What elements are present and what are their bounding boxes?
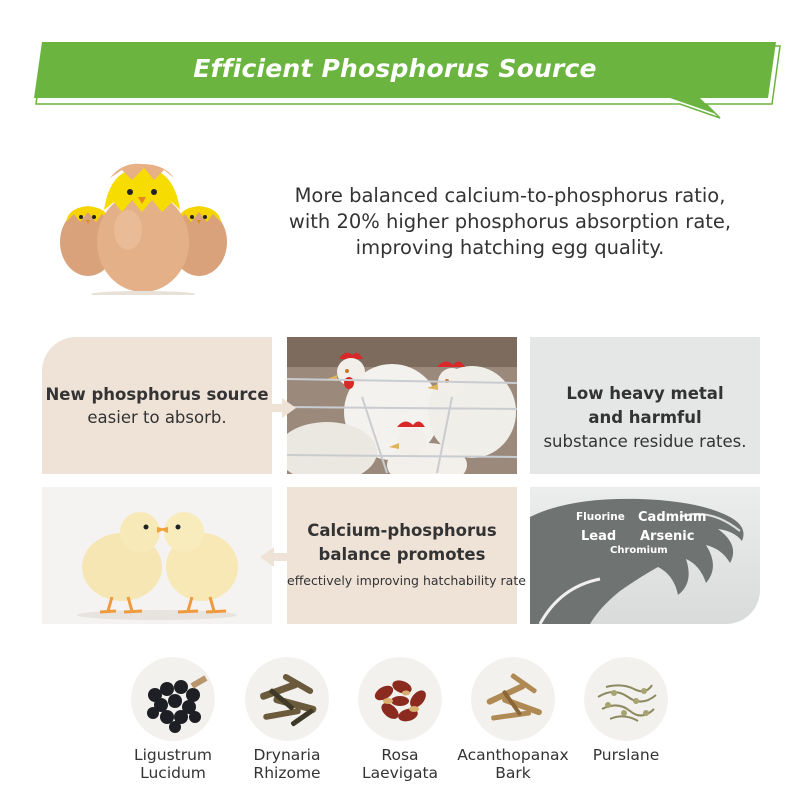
heavy-metals-claw-panel <box>530 487 760 624</box>
ligustrum-berries-icon <box>131 657 215 741</box>
title-banner <box>30 40 782 122</box>
herb-label-line2: Lucidum <box>140 764 206 782</box>
herb-label-line2: Bark <box>495 764 531 782</box>
metal-arsenic: Arsenic <box>640 529 695 544</box>
herb-label-line1: Rosa <box>381 746 419 764</box>
intro-line-1: More balanced calcium-to-phosphorus ratio, <box>294 184 726 207</box>
herb-label-line1: Ligustrum <box>133 746 213 764</box>
metal-lead: Lead <box>581 529 617 544</box>
purslane-icon <box>584 657 668 741</box>
metal-fluorine: Fluorine <box>576 511 625 523</box>
new-phosphorus-source-panel <box>42 337 272 474</box>
metal-cadmium: Cadmium <box>638 510 707 525</box>
low-metal-subtext: substance residue rates. <box>543 432 747 451</box>
arrow-right-icon <box>258 398 298 422</box>
chicks-photo <box>42 487 272 624</box>
low-metal-heading-1: Low heavy metal <box>566 384 724 403</box>
herb-label-ligustrum <box>108 746 238 782</box>
intro-line-3: improving hatching egg quality. <box>355 236 665 259</box>
herb-label-line2: Rhizome <box>253 764 321 782</box>
intro-line-2: with 20% higher phosphorus absorption rate, <box>288 210 732 233</box>
herb-label-line1: Drynaria <box>253 746 321 764</box>
herb-label-drynaria <box>222 746 352 782</box>
balance-heading-2: balance promotes <box>318 545 486 564</box>
drynaria-rhizome-icon <box>245 657 329 741</box>
calcium-phosphorus-panel <box>287 487 526 624</box>
herb-label-rosa <box>335 746 465 782</box>
hens-photo <box>287 337 517 474</box>
low-metal-heading-2: and harmful <box>588 408 702 427</box>
low-heavy-metal-panel <box>530 337 760 474</box>
rosa-laevigata-icon <box>358 657 442 741</box>
herb-label-line2: Laevigata <box>361 764 439 782</box>
banner-title: Efficient Phosphorus Source <box>193 54 597 83</box>
herb-label-line1: Purslane <box>592 746 660 764</box>
herb-label-acanthopanax <box>448 746 578 782</box>
arrow-left-icon <box>258 547 298 571</box>
metal-chromium: Chromium <box>610 545 668 556</box>
new-source-heading: New phosphorus source <box>45 385 269 404</box>
balance-heading-1: Calcium-phosphorus <box>307 521 497 540</box>
new-source-subtext: easier to absorb. <box>87 408 227 427</box>
herb-label-line1: Acanthopanax <box>457 746 569 764</box>
hatching-eggs-icon <box>56 160 231 295</box>
herb-label-purslane <box>561 746 691 764</box>
acanthopanax-bark-icon <box>471 657 555 741</box>
balance-subtext: effectively improving hatchability rate <box>287 573 526 588</box>
intro-text <box>250 183 770 261</box>
